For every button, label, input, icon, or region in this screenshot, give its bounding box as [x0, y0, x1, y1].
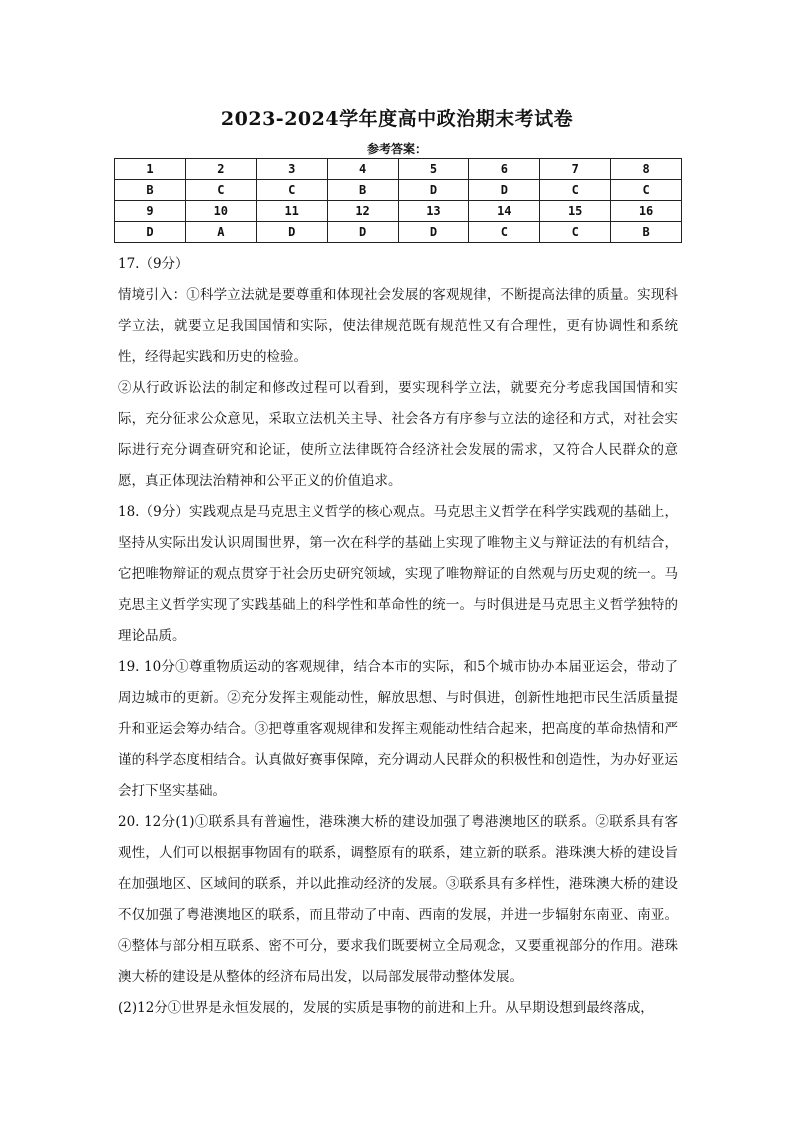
question-number-cell: 6 [469, 159, 540, 180]
paragraph-q20-part2: (2)12分①世界是永恒发展的，发展的实质是事物的前进和上升。从早期设想到最终落成， [118, 1000, 654, 1016]
answer-cell: D [398, 180, 469, 201]
paragraph-q19: 19. 10分①尊重物质运动的客观规律，结合本市的实际，和5个城市协办本届亚运会，带动了周边城市的更新。②充分发挥主观能动性，解放思想、与时俱进，创新性地把市民生活质量提升和亚运会筹办结合。③把尊重客观规律和发挥主观能动性结合起来，把高度的革命热情和严谨的科学态度相结合。认真做好赛事保障，充分调动人民群众的积极性和创造性，为办好亚运会打下坚实基础。 [118, 659, 678, 799]
paragraph-q17-header: 17.（9分） [118, 256, 189, 272]
answer-row [115, 180, 682, 201]
question-number-cell: 7 [540, 159, 611, 180]
question-number-cell: 12 [327, 201, 398, 222]
question-number-cell: 15 [540, 201, 611, 222]
answer-row [115, 222, 682, 243]
answer-cell: B [327, 180, 398, 201]
answer-cell: B [115, 180, 186, 201]
question-number-cell: 1 [115, 159, 186, 180]
question-number-cell: 10 [185, 201, 256, 222]
question-number-cell: 9 [115, 201, 186, 222]
paragraph-q18: 18.（9分）实践观点是马克思主义哲学的核心观点。马克思主义哲学在科学实践观的基础上，坚持从实际出发认识周围世界，第一次在科学的基础上实现了唯物主义与辩证法的有机结合，它把唯物辩证的观点贯穿于社会历史研究领域，实现了唯物辩证的自然观与历史观的统一。马克思主义哲学实现了实践基础上的科学性和革命性的统一。与时俱进是马克思主义哲学独特的理论品质。 [118, 504, 678, 644]
answer-cell: D [469, 180, 540, 201]
question-number-cell: 8 [611, 159, 682, 180]
answer-cell: D [115, 222, 186, 243]
answer-cell: A [185, 222, 256, 243]
answer-cell: C [256, 180, 327, 201]
answer-key-heading: 参考答案： [366, 142, 427, 156]
question-number-row [115, 201, 682, 222]
exam-title: 2023-2024学年度高中政治期末考试卷 [220, 108, 574, 130]
answer-cell: C [185, 180, 256, 201]
answer-cell: C [540, 222, 611, 243]
question-number-cell: 2 [185, 159, 256, 180]
question-number-cell: 3 [256, 159, 327, 180]
paragraph-q17-point2: ②从行政诉讼法的制定和修改过程可以看到，要实现科学立法，就要充分考虑我国国情和实际，充分征求公众意见，采取立法机关主导、社会各方有序参与立法的途径和方式，对社会实际进行充分调查研究和论证，使所立法律既符合经济社会发展的需求，又符合人民群众的意愿，真正体现法治精神和公平正义的价值追求。 [118, 380, 678, 489]
paragraph-q20-part1: 20. 12分(1)①联系具有普遍性，港珠澳大桥的建设加强了粤港澳地区的联系。②联系具有客观性，人们可以根据事物固有的联系，调整原有的联系，建立新的联系。港珠澳大桥的建设旨在加强地区、区域间的联系，并以此推动经济的发展。③联系具有多样性，港珠澳大桥的建设不仅加强了粤港澳地区的联系，而且带动了中南、西南的发展，并进一步辐射东南亚、南亚。④整体与部分相互联系、密不可分，要求我们既要树立全局观念，又要重视部分的作用。港珠澳大桥的建设是从整体的经济布局出发，以局部发展带动整体发展。 [118, 814, 678, 985]
question-number-cell: 13 [398, 201, 469, 222]
answer-cell: D [327, 222, 398, 243]
answer-cell: C [540, 180, 611, 201]
answer-table [114, 158, 682, 243]
question-number-cell: 14 [469, 201, 540, 222]
answer-cell: B [611, 222, 682, 243]
answer-cell: C [469, 222, 540, 243]
answer-content [118, 249, 678, 1024]
answer-cell: D [256, 222, 327, 243]
answer-cell: C [611, 180, 682, 201]
question-number-row [115, 159, 682, 180]
paragraph-q17-point1: 情境引入：①科学立法就是要尊重和体现社会发展的客观规律，不断提高法律的质量。实现科学立法，就要立足我国国情和实际，使法律规范既有规范性又有合理性，更有协调性和系统性，经得起实践和历史的检验。 [118, 287, 678, 365]
question-number-cell: 4 [327, 159, 398, 180]
answer-cell: D [398, 222, 469, 243]
question-number-cell: 5 [398, 159, 469, 180]
question-number-cell: 11 [256, 201, 327, 222]
question-number-cell: 16 [611, 201, 682, 222]
